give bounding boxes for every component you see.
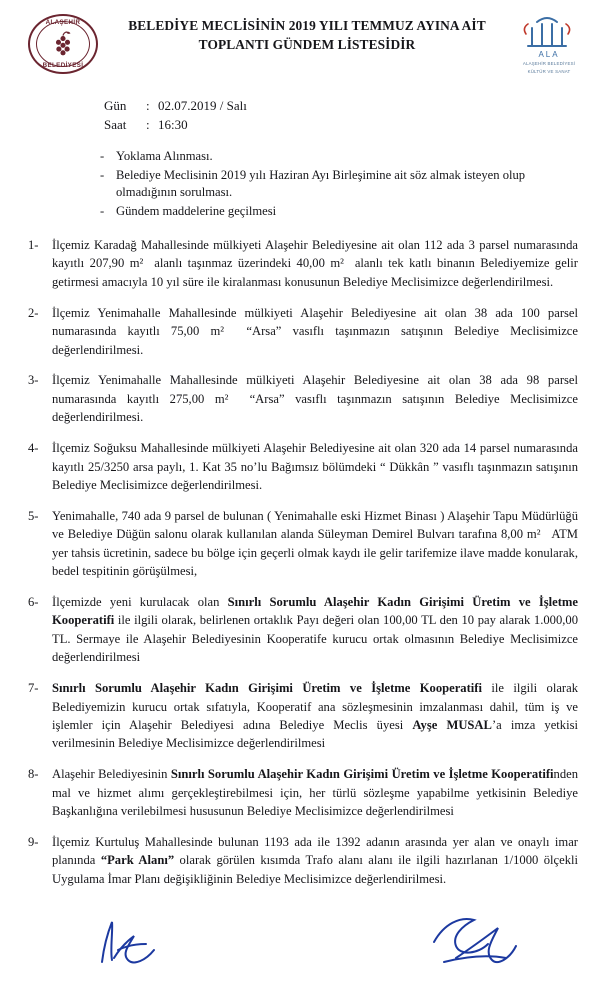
list-item <box>100 148 544 166</box>
agenda-item-text: Yenimahalle, 740 ada 9 parsel de bulunan ( Yenimahalle eski Hizmet Binası ) Alaşehir Tapu Müdürlüğü ve Belediye Düğün salonu olarak kullanılan alanda Süleyman Demirel Bulvarı tarafına 8,00 m² ATM yer tahsis ücretinin, sadece bu bölge için geçerli olmak kaydı ile gelir tarifemize ilave madde konularak, bedel tespitinin görüşülmesi, <box>52 508 578 579</box>
signature-right <box>426 914 522 974</box>
municipality-seal-logo <box>26 14 100 76</box>
agenda-item <box>28 679 578 753</box>
ala-sub-line-2: KÜLTÜR VE SANAT <box>527 68 571 74</box>
meta-row-day <box>104 96 588 115</box>
agenda-item-number: 2- <box>28 305 39 320</box>
agenda-items <box>28 236 578 888</box>
document-header <box>26 10 588 84</box>
agenda-item-text: İlçemiz Soğuksu Mahallesinde mülkiyeti Alaşehir Belediyesine ait olan 320 ada 14 parsel numarasında kayıtlı 25/3250 arsa paylı, 1. Kat 35 no’lu Bağımsız bölümdeki “ Dükkân ” vasıflı taşınmazın satışının Belediye Meclisimizce değerlendirilmesi. <box>52 441 578 492</box>
grape-cluster-icon <box>48 30 78 60</box>
meta-label-time: Saat <box>104 117 127 132</box>
ala-wordmark: ALA <box>538 50 560 59</box>
agenda-item <box>28 439 578 494</box>
title-line-1: BELEDİYE MECLİSİNİN 2019 YILI TEMMUZ AYINA AİT <box>128 18 486 33</box>
agenda-item-text: Sınırlı Sorumlu Alaşehir Kadın Girişimi Üretim ve İşletme Kooperatifi ile ilgili olarak Belediyemizin kurucu ortak sıfatıyla, Kooperatif ana sözleşmesinin imzalanması dahil, tüm iş ve işlemler için Alaşehir Belediyesi adına Belediye Meclis üyesi Ayşe MUSAL’a imza yetkisi verilmesinin Belediye Meclisimizce değerlendirilmesi <box>52 681 579 751</box>
meta-colon-time: : <box>146 117 150 132</box>
seal-top-label: ALAŞEHİR <box>45 19 81 26</box>
agenda-item <box>28 833 578 888</box>
list-item <box>100 167 544 202</box>
agenda-item-text: İlçemiz Yenimahalle Mahallesinde mülkiyeti Alaşehir Belediyesine ait olan 38 ada 100 parsel numarasında kayıtlı 75,00 m² “Arsa” vasıflı taşınmazın satışının Belediye Meclisimizce değerlendirilmesi. <box>52 305 578 357</box>
agenda-item-number: 4- <box>28 441 39 456</box>
ala-culture-logo <box>510 12 588 78</box>
agenda-item <box>28 236 578 291</box>
document-title <box>112 10 502 54</box>
seal-circle <box>28 14 98 74</box>
agenda-item-number: 1- <box>28 238 39 252</box>
list-item <box>100 203 544 221</box>
bullet-text: Belediye Meclisinin 2019 yılı Haziran Ayı Birleşimine ait söz almak isteyen olup olmadığının sorulması. <box>116 167 526 199</box>
signature-left <box>88 916 168 972</box>
meta-value-time: 16:30 <box>158 117 188 132</box>
agenda-item-text: İlçemizde yeni kurulacak olan Sınırlı Sorumlu Alaşehir Kadın Girişimi Üretim ve İşletme Kooperatifi ile ilgili olarak, belirlenen ortaklık Payı değeri olan 100,00 TL den 10 pay alarak 1.000,00 TL. Sermaye ile Alaşehir Belediyesinin Kooperatife kurucu ortak olmasının Belediye Meclisimizce değerlendirilmesi <box>52 595 578 665</box>
meta-row-time <box>104 115 588 134</box>
bullet-text: Gündem maddelerine geçilmesi <box>116 203 277 218</box>
agenda-item <box>28 593 578 667</box>
agenda-item-number: 8- <box>28 767 39 782</box>
agenda-item <box>28 371 578 426</box>
title-line-2: TOPLANTI GÜNDEM LİSTESİDİR <box>198 37 416 52</box>
bullet-text: Yoklama Alınması. <box>116 149 213 163</box>
meeting-meta <box>104 96 588 134</box>
agenda-item-number: 9- <box>28 834 39 849</box>
seal-bottom-label: BELEDİYESİ <box>42 62 84 69</box>
bullet-dash: - <box>100 203 105 218</box>
agenda-item-text: İlçemiz Karadağ Mahallesinde mülkiyeti Alaşehir Belediyesine ait olan 112 ada 3 parsel numarasında kayıtlı 207,90 m² alanlı taşınmaz üzerindeki 40,00 m² alanlı tek katlı binanın Belediyemize gelir getirmesi amacıyla 10 yıl süre ile kiralanması konusunun Belediye Meclisimizce değerlendirilmesi. <box>52 238 578 289</box>
agenda-item <box>28 765 578 820</box>
bullet-dash: - <box>100 167 105 182</box>
agenda-item-number: 3- <box>28 373 39 388</box>
agenda-item-number: 5- <box>28 508 39 523</box>
ala-columns-icon <box>518 12 580 52</box>
agenda-item-text: Alaşehir Belediyesinin Sınırlı Sorumlu Alaşehir Kadın Girişimi Üretim ve İşletme Kooperatifinden mal ve hizmet alımı gerçekleştirebilmesi için, her türlü sözleşme yapabilme yetkisinin Belediye Başkanlığına verilebilmesi hususunun Belediye Meclisimizce değerlendirilmesi <box>52 767 578 819</box>
meta-colon-day: : <box>146 98 150 113</box>
meta-value-day: 02.07.2019 / Salı <box>158 98 247 113</box>
agenda-item <box>28 304 578 359</box>
agenda-item <box>28 507 578 581</box>
preliminary-bullets <box>100 148 544 220</box>
signature-area <box>0 906 614 978</box>
agenda-item-number: 7- <box>28 681 39 696</box>
agenda-item-number: 6- <box>28 595 39 609</box>
bullet-dash: - <box>100 149 105 163</box>
meta-label-day: Gün <box>104 98 127 113</box>
ala-sub-line-1: ALAŞEHİR BELEDİYESİ <box>522 61 576 66</box>
agenda-item-text: İlçemiz Kurtuluş Mahallesinde bulunan 1193 ada ile 1392 adanın arasında yer alan ve onaylı imar planında “Park Alanı” olarak görülen kısımda Trafo alanı alanı ile ilgili hazırlanan 1/1000 ölçekli Uygulama İmar Planı değişikliğinin Belediye Meclisimizce değerlendirilmesi. <box>52 834 579 886</box>
agenda-item-text: İlçemiz Yenimahalle Mahallesinde mülkiyeti Alaşehir Belediyesine ait olan 38 ada 98 parsel numarasında kayıtlı 275,00 m² “Arsa” vasıflı taşınmazın satışının Belediye Meclisimizce değerlendirilmesi. <box>52 373 578 425</box>
